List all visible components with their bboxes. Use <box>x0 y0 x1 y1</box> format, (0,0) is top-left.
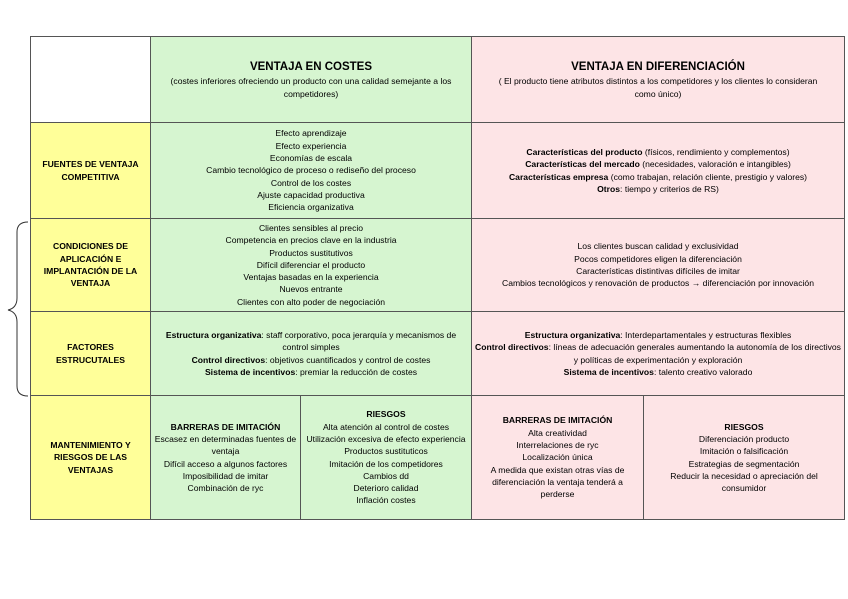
list-item: Alta atención al control de costes <box>322 421 450 432</box>
list-item: Eficiencia organizativa <box>268 202 354 213</box>
list-item: Estrategias de segmentación <box>688 458 800 469</box>
header-dif-title: VENTAJA EN DIFERENCIACIÓN <box>571 60 745 73</box>
item-text: : talento creativo valorado <box>653 366 753 377</box>
list-item: Productos sustituticos <box>344 446 428 457</box>
list-item: Clientes sensibles al precio <box>258 222 364 233</box>
row-mantenimiento <box>31 396 845 520</box>
list-item: Utilización excesiva de efecto experiencia <box>306 433 466 444</box>
list-item: Características distintivas difíciles de imitar <box>576 266 740 276</box>
list-item: Escasez en determinadas fuentes de ventaja <box>154 433 297 457</box>
list-item <box>165 354 457 366</box>
list-item: A medida que existan otras vías de diferenciación la ventaja tenderá a perderse <box>490 464 625 500</box>
item-key: Características del mercado <box>525 159 640 170</box>
row-label-mantenimiento: MANTENIMIENTO Y RIESGOS DE LAS VENTAJAS <box>31 396 151 520</box>
header-costes <box>151 37 472 123</box>
item-text: : staff corporativo, poca jerarquía y mecanismos de control simples <box>261 329 457 353</box>
list-item: Reducir la necesidad o apreciación del consumidor <box>670 470 818 494</box>
item-text: (como trabajan, relación cliente, prestigio y valores) <box>608 171 808 182</box>
list-item: Inflación costes <box>356 495 416 506</box>
list-item: Combinación de ryc <box>187 483 264 494</box>
list-item: Clientes con alto poder de negociación <box>236 296 386 307</box>
list-item: Productos sustitutivos <box>269 247 353 258</box>
costes-riesgos-title: RIESGOS <box>366 409 406 420</box>
header-costes-subtitle: (costes inferiores ofreciendo un producto con una calidad semejante a los competidores) <box>170 75 452 99</box>
list-item: Difícil diferenciar el producto <box>256 259 366 270</box>
list-item: Efecto aprendizaje <box>275 128 347 139</box>
list-item: Interrelaciones de ryc <box>516 440 599 451</box>
row-fuentes <box>31 123 845 219</box>
item-key: Sistema de incentivos <box>204 366 296 377</box>
list-item: Cambio tecnológico de proceso o rediseño del proceso <box>206 165 416 176</box>
factores-costes <box>151 312 472 396</box>
header-diferenciacion <box>472 37 845 123</box>
item-text: : Interdepartamentales y estructuras flexibles <box>620 329 792 340</box>
item-key: Estructura organizativa <box>524 329 621 340</box>
costes-barreras-title: BARRERAS DE IMITACIÓN <box>170 421 281 432</box>
header-row <box>31 37 845 123</box>
corner-cell <box>31 37 151 123</box>
row-label-fuentes: FUENTES DE VENTAJA COMPETITIVA <box>31 123 151 219</box>
factores-dif <box>472 312 845 396</box>
list-item: Cambios tecnológicos y renovación de productos → diferenciación por innovación <box>502 278 814 289</box>
competitive-advantage-table <box>30 36 845 520</box>
list-item: Localización única <box>522 452 593 463</box>
list-item <box>475 158 841 170</box>
dif-riesgos-title: RIESGOS <box>724 421 764 432</box>
list-item: Cambios dd <box>363 470 409 481</box>
item-key: Control directivos <box>191 354 266 365</box>
row-label-factores: FACTORES ESTRUCUTALES <box>31 312 151 396</box>
item-text: : tiempo y criterios de RS) <box>620 183 719 194</box>
item-text: : objetivos cuantificados y control de costes <box>265 354 431 365</box>
fuentes-dif <box>472 123 845 219</box>
list-item <box>475 341 841 366</box>
list-item <box>475 146 841 158</box>
dif-barreras <box>472 396 644 520</box>
dif-barreras-title: BARRERAS DE IMITACIÓN <box>502 415 613 426</box>
list-item: Deterioro calidad <box>353 483 419 494</box>
list-item: Los clientes buscan calidad y exclusividad <box>577 241 739 252</box>
header-costes-title: VENTAJA EN COSTES <box>249 60 373 73</box>
item-key: Control directivos <box>475 342 549 353</box>
list-item: Ventajas basadas en la experiencia <box>243 272 379 283</box>
row-label-condiciones: CONDICIONES DE APLICACIÓN E IMPLANTACIÓN DE LA VENTAJA <box>31 219 151 312</box>
list-item <box>165 329 457 354</box>
item-key: Otros <box>597 183 621 194</box>
item-text: (necesidades, valoración e intangibles) <box>639 159 791 170</box>
list-item: Imposibilidad de imitar <box>182 470 269 481</box>
condiciones-costes <box>151 219 472 312</box>
item-text: : premiar la reducción de costes <box>295 366 418 377</box>
item-key: Características empresa <box>508 171 609 182</box>
curly-brace-icon <box>0 0 30 599</box>
item-text: : líneas de adecuación generales aumentando la autonomía de los directivos y políticas de experimentación y exploración <box>548 342 841 365</box>
header-dif-subtitle: ( El producto tiene atributos distintos a los competidores y los clientes lo consideran como único) <box>498 75 818 99</box>
list-item: Difícil acceso a algunos factores <box>163 458 288 469</box>
list-item: Ajuste capacidad productiva <box>257 189 365 200</box>
fuentes-costes <box>151 123 472 219</box>
condiciones-dif <box>472 219 845 312</box>
item-text: (físicos, rendimiento y complementos) <box>642 146 790 157</box>
list-item: Imitación de los competidores <box>329 458 443 469</box>
list-item: Alta creatividad <box>528 427 587 438</box>
list-item: Pocos competidores eligen la diferenciación <box>574 253 742 264</box>
list-item: Economías de escala <box>269 153 353 164</box>
list-item <box>475 183 841 195</box>
list-item: Diferenciación producto <box>698 433 790 444</box>
dif-riesgos <box>644 396 845 520</box>
costes-riesgos <box>301 396 472 520</box>
item-key: Estructura organizativa <box>165 329 262 340</box>
row-condiciones <box>31 219 845 312</box>
row-factores <box>31 312 845 396</box>
list-item <box>165 366 457 378</box>
list-item <box>475 366 841 378</box>
list-item: Competencia en precios clave en la industria <box>225 235 397 246</box>
list-item: Imitación o falsificación <box>699 446 789 457</box>
list-item: Nuevos entrante <box>279 284 343 295</box>
costes-barreras <box>151 396 301 520</box>
list-item <box>475 329 841 341</box>
list-item <box>475 171 841 183</box>
list-item: Control de los costes <box>270 177 352 188</box>
list-item: Efecto experiencia <box>275 140 347 151</box>
item-key: Sistema de incentivos <box>563 366 654 377</box>
item-key: Características del producto <box>526 146 643 157</box>
